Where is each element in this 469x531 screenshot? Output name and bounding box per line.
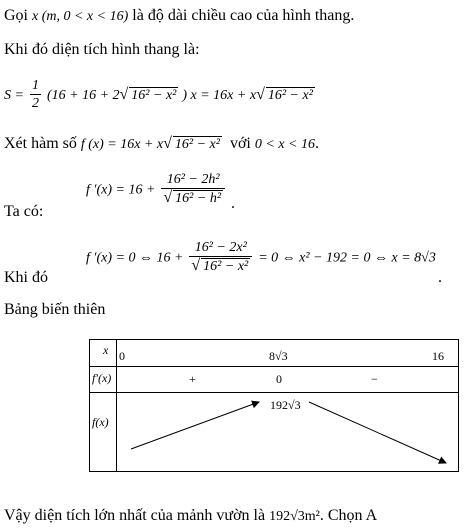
function-period: . (314, 135, 319, 152)
x-end-value: 16 (432, 349, 444, 363)
radical-icon: √ (119, 86, 129, 104)
radical-icon: √ (163, 135, 172, 152)
sign-negative: − (371, 372, 378, 386)
solve-denominator (189, 257, 252, 276)
function-definition: f (x) = 16x + x (80, 137, 164, 152)
conclusion-value: 192√3m² (269, 509, 320, 524)
solve-expression (86, 240, 436, 276)
x-critical-value: 8√3 (269, 349, 288, 363)
derivative-denominator-radicand: 16² − h² (175, 191, 222, 206)
function-with: với (229, 135, 251, 152)
solve-denominator-radicand: 16² − x² (203, 259, 249, 274)
derivative-line (4, 172, 236, 220)
row-label-derivative: f′(x) (92, 371, 112, 385)
sign-positive: + (189, 372, 196, 386)
area-body-a: (16 + 16 + 2 (46, 88, 120, 104)
row-label-x: x (103, 343, 109, 357)
derivative-dot: . (231, 194, 236, 212)
solve-lhs: f ′(x) = 0 ⇔ 16 + (86, 250, 184, 266)
fraction-denominator: 2 (31, 96, 39, 111)
derivative-numerator: 16² − 2h² (161, 172, 225, 189)
derivative-denominator (161, 189, 225, 208)
area-lhs: S = (4, 88, 24, 104)
radical-icon: √ (256, 86, 265, 104)
function-prefix: Xét hàm số (4, 135, 77, 152)
solve-rhs: = 0 ⇔ x² − 192 = 0 ⇔ x = 8√3 (258, 250, 436, 266)
intro-suffix: là độ dài chiều cao của hình thang. (132, 7, 355, 24)
conclusion-line (4, 506, 377, 527)
conclusion-choice: . Chọn A (319, 507, 378, 524)
solve-numerator: 16² − 2x² (189, 240, 252, 257)
fraction-numerator: 1 (31, 78, 39, 93)
derivative-fraction (161, 172, 225, 208)
solve-fraction (189, 240, 252, 276)
area-body-b: ) x = 16x + x (182, 88, 257, 104)
decreasing-arrow (309, 402, 446, 463)
derivative-lhs: f ′(x) = 16 + (86, 182, 156, 198)
one-half-fraction (30, 78, 41, 113)
function-line (4, 134, 319, 155)
x-start-value: 0 (119, 349, 125, 363)
area-formula (4, 78, 315, 113)
f-maximum-value: 192√3 (270, 398, 301, 412)
row-label-function: f(x) (92, 415, 109, 429)
derivative-expression (86, 172, 236, 212)
variation-table (89, 339, 459, 472)
intro-prefix: Gọi (4, 7, 28, 24)
function-domain: 0 < x < 16 (254, 137, 315, 152)
variation-arrows (89, 339, 459, 472)
radical-icon: √ (191, 257, 201, 274)
sqrt-radicand-a: 16² − x² (131, 88, 177, 104)
solve-dot: . (438, 269, 442, 286)
solve-line (4, 240, 442, 286)
intro-line (4, 6, 354, 27)
sign-zero: 0 (276, 372, 282, 386)
solve-label: Khi đó (4, 269, 48, 286)
table-heading: Bảng biến thiên (4, 301, 106, 318)
area-intro-line: Khi đó diện tích hình thang là: (4, 41, 200, 58)
increasing-arrow (131, 402, 259, 449)
height-variable: x (m, 0 < x < 16) (32, 9, 129, 24)
derivative-label: Ta có: (4, 203, 44, 220)
function-sqrt: 16² − x² (174, 137, 220, 152)
conclusion-text: Vậy diện tích lớn nhất của mảnh vườn là (4, 507, 266, 524)
radical-icon: √ (163, 189, 173, 206)
sqrt-radicand-b: 16² − x² (267, 88, 313, 104)
